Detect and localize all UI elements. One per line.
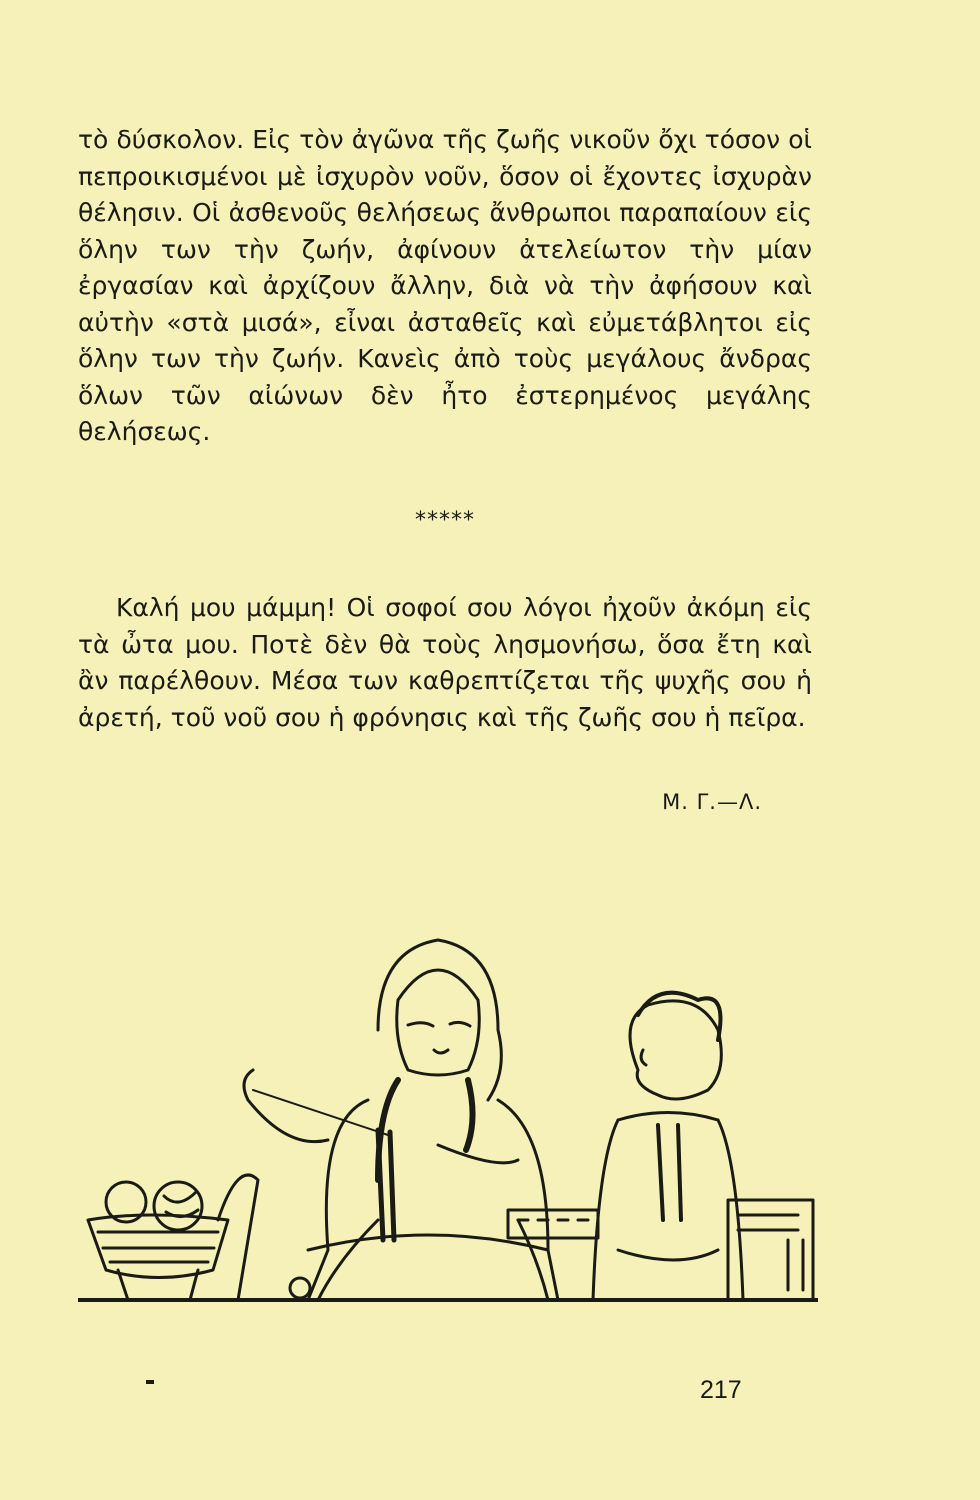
author-signature: Μ. Γ.—Λ. (662, 790, 762, 814)
paragraph-1-text: τὸ δύσκολον. Εἰς τὸν ἀγῶνα τῆς ζωῆς νικοῦν ὄχι τόσον οἱ πεπροικισμένοι μὲ ἰσχυρὸν νοῦν, ὅσον οἱ ἔχοντες ἰσχυρὰν θέλησιν. Οἱ ἀσθενοῦς θελήσεως ἄνθρωποι παραπαίουν εἰς ὅλην των τὴν ζωήν, ἀφίνουν ἀτελείωτον τὴν μίαν ἐργασίαν καὶ ἀρχίζουν ἄλλην, διὰ νὰ τὴν ἀφήσουν καὶ αὐτὴν «στὰ μισά», εἶναι ἀσταθεῖς καὶ εὐμετάβλητοι εἰς ὅλην των τὴν ζωήν. Κανεὶς ἀπὸ τοὺς μεγάλους ἄνδρας ὅλων τῶν αἰώνων δὲν ἦτο ἐστερημένος μεγάλης θελήσεως. (78, 125, 812, 446)
grandmother-and-child-illustration-icon (78, 920, 818, 1310)
paragraph-1 (78, 122, 812, 451)
page-number: 217 (700, 1376, 742, 1404)
paragraph-2: Καλή μου μάμμη! Οἱ σοφοί σου λόγοι ἠχοῦν ἀκόμη εἰς τὰ ὦτα μου. Ποτὲ δὲν θὰ τοὺς λησμονήσω, ὅσα ἔτη καὶ ἂν παρέλθουν. Μέσα των καθρεπτίζεται τῆς ψυχῆς σου ἡ ἀρετή, τοῦ νοῦ σου ἡ φρόνησις καὶ τῆς ζωῆς σου ἡ πεῖρα. (78, 593, 812, 732)
section-separator: ***** (415, 508, 475, 533)
page-mark (146, 1380, 154, 1384)
